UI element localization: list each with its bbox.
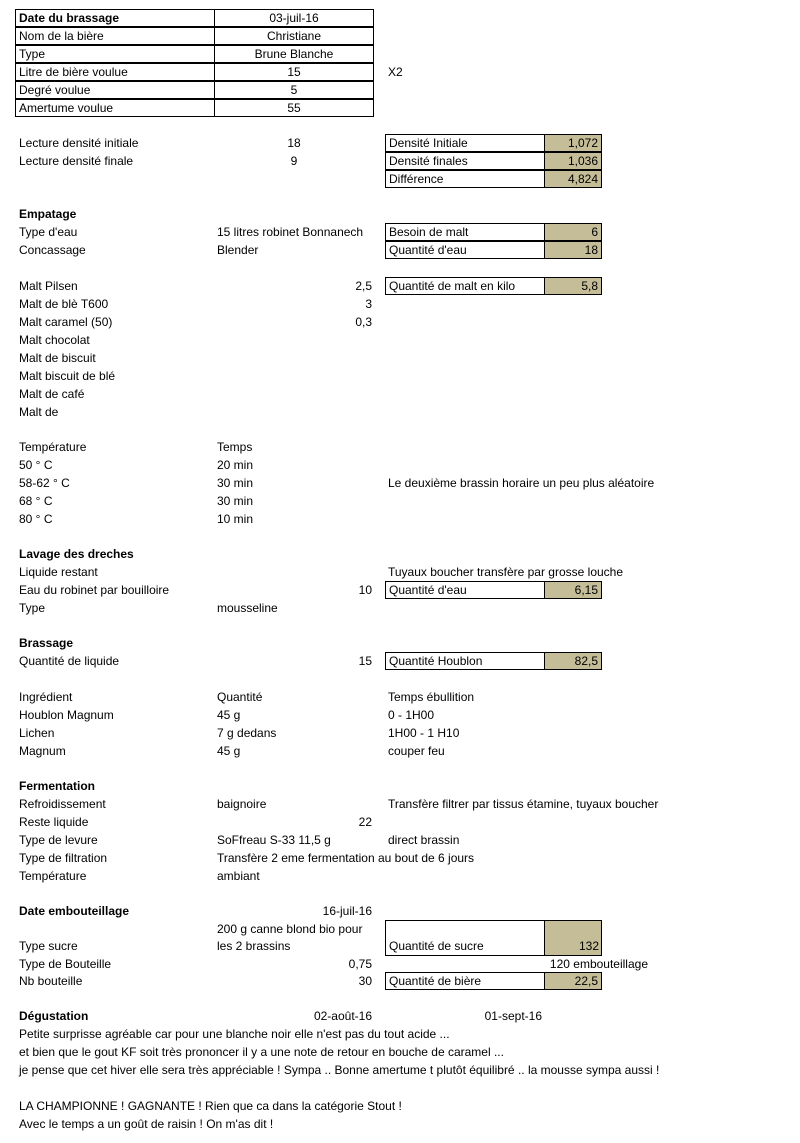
bottling-date: 16-juil-16 <box>322 904 372 918</box>
lavage-type-value: mousseline <box>217 601 278 615</box>
malt-name: Malt de <box>19 405 59 419</box>
tap-water-label: Eau du robinet par bouilloire <box>19 583 170 597</box>
info-value: 15 <box>214 63 374 81</box>
malt-name: Malt de biscuit <box>19 351 96 365</box>
temp-value: 80 ° C <box>19 512 53 526</box>
tasting-line: LA CHAMPIONNE ! GAGNANTE ! Rien que ca dans la catégorie Stout ! <box>19 1099 402 1113</box>
time-value: 10 min <box>217 512 254 526</box>
filtration-value: Transfère 2 eme fermentation au bout de 6 jours <box>217 851 475 865</box>
lavage-type-label: Type <box>19 601 46 615</box>
sugar-qty-value: 132 <box>578 939 599 953</box>
malt-name: Malt de blè T600 <box>19 297 109 311</box>
temp-value: 68 ° C <box>19 494 53 508</box>
bottling-heading: Date embouteillage <box>19 904 130 918</box>
tasting-date-2: 01-sept-16 <box>484 1009 542 1023</box>
lavage-water-qty-label: Quantité d'eau <box>385 581 545 599</box>
ingredient-boil-time: 0 - 1H00 <box>388 708 435 722</box>
malt-name: Malt caramel (50) <box>19 315 113 329</box>
info-label: Type <box>15 45 215 63</box>
sugar-note-1: 200 g canne blond bio pour <box>217 922 363 936</box>
x2-label: X2 <box>388 65 403 79</box>
density-box-value: 4,824 <box>544 170 602 188</box>
ingredient-boil-time: couper feu <box>388 744 445 758</box>
malt-name: Malt Pilsen <box>19 279 78 293</box>
water-qty-value: 18 <box>544 241 602 259</box>
density-box-value: 1,036 <box>544 152 602 170</box>
info-value: 5 <box>214 81 374 99</box>
malt-qty: 0,3 <box>355 315 372 329</box>
tasting-line: Avec le temps a un goût de raisin ! On m'as dit ! <box>19 1117 274 1131</box>
liquid-qty-value: 15 <box>358 654 372 668</box>
liquid-qty-label: Quantité de liquide <box>19 654 120 668</box>
tasting-line: et bien que le gout KF soit très prononcer il y a une note de retour en bouche de caramel ... <box>19 1045 504 1059</box>
fermentation-heading: Fermentation <box>19 779 96 793</box>
cooling-value: baignoire <box>217 797 267 811</box>
rest-liquid-label: Reste liquide <box>19 815 89 829</box>
malt-qty <box>300 349 372 367</box>
lavage-water-qty-value: 6,15 <box>544 581 602 599</box>
malt-need-label: Besoin de malt <box>385 223 545 241</box>
info-label: Litre de bière voulue <box>15 63 215 81</box>
beer-qty-label: Quantité de bière <box>385 972 545 990</box>
time-value: 30 min <box>217 494 254 508</box>
density-box-value: 1,072 <box>544 134 602 152</box>
density-initial-label: Lecture densité initiale <box>19 136 139 150</box>
ferment-temp-label: Température <box>19 869 87 883</box>
ingredient-qty: 45 g <box>217 744 241 758</box>
tasting-heading: Dégustation <box>19 1009 89 1023</box>
tasting-date-1: 02-août-16 <box>313 1009 372 1023</box>
crush-value: Blender <box>217 243 259 257</box>
malt-name: Malt de café <box>19 387 85 401</box>
malt-kilo-value: 5,8 <box>544 277 602 295</box>
tap-water-value: 10 <box>358 583 372 597</box>
malt-need-value: 6 <box>544 223 602 241</box>
time-value: 20 min <box>217 458 254 472</box>
malt-qty <box>300 367 372 385</box>
bottle-type-value: 0,75 <box>348 957 372 971</box>
lavage-heading: Lavage des dreches <box>19 547 134 561</box>
malt-name: Malt biscuit de blé <box>19 369 116 383</box>
ingredient-boil-time: 1H00 - 1 H10 <box>388 726 460 740</box>
bottle-count-value: 30 <box>358 974 372 988</box>
yeast-value: SoFfreau S-33 11,5 g <box>217 833 331 847</box>
density-box-label: Densité finales <box>385 152 545 170</box>
bottle-type-label: Type de Bouteille <box>19 957 112 971</box>
info-value: 03-juil-16 <box>214 9 374 27</box>
bottle-note: 120 embouteillage <box>549 957 648 971</box>
cooling-note: Transfère filtrer par tissus étamine, tuyaux boucher <box>388 797 659 811</box>
temp-header: Température <box>19 440 87 454</box>
water-type-label: Type d'eau <box>19 225 78 239</box>
time-header: Temps <box>217 440 253 454</box>
info-label: Amertume voulue <box>15 99 215 117</box>
temp-value: 58-62 ° C <box>19 476 70 490</box>
ingredient-name: Lichen <box>19 726 55 740</box>
liquid-rest-note: Tuyaux boucher transfère par grosse louche <box>388 565 624 579</box>
yeast-label: Type de levure <box>19 833 98 847</box>
tasting-line: je pense que cet hiver elle sera très appréciable ! Sympa .. Bonne amertume t plutôt équilibré .. la mousse sympa aussi ! <box>19 1063 660 1077</box>
ingredient-qty: 7 g dedans <box>217 726 277 740</box>
malt-name: Malt chocolat <box>19 333 90 347</box>
density-initial-value: 18 <box>287 136 301 150</box>
hop-qty-value: 82,5 <box>544 652 602 670</box>
density-box-label: Densité Initiale <box>385 134 545 152</box>
ingredient-qty: 45 g <box>217 708 241 722</box>
sugar-note-2: les 2 brassins <box>217 939 291 953</box>
time-value: 30 min <box>217 476 254 490</box>
density-box-label: Différence <box>385 170 545 188</box>
malt-qty <box>300 385 372 403</box>
cooling-label: Refroidissement <box>19 797 106 811</box>
sugar-qty-label: Quantité de sucre <box>389 939 484 953</box>
brassage-heading: Brassage <box>19 636 74 650</box>
temp-note: Le deuxième brassin horaire un peu plus aléatoire <box>388 476 655 490</box>
empatage-heading: Empatage <box>19 207 77 221</box>
info-label: Date du brassage <box>15 9 215 27</box>
info-label: Nom de la bière <box>15 27 215 45</box>
malt-qty <box>300 331 372 349</box>
crush-label: Concassage <box>19 243 86 257</box>
yeast-note: direct brassin <box>388 833 460 847</box>
beer-qty-value: 22,5 <box>544 972 602 990</box>
bottle-count-label: Nb bouteille <box>19 974 83 988</box>
temp-value: 50 ° C <box>19 458 53 472</box>
malt-qty <box>300 403 372 421</box>
sugar-type-label: Type sucre <box>19 939 78 953</box>
water-type-value: 15 litres robinet Bonnanech <box>217 225 364 239</box>
density-final-value: 9 <box>290 154 298 168</box>
quantity-header: Quantité <box>217 690 263 704</box>
info-value: Christiane <box>214 27 374 45</box>
filtration-label: Type de filtration <box>19 851 108 865</box>
malt-qty: 3 <box>365 297 372 311</box>
ingredient-header: Ingrédient <box>19 690 73 704</box>
info-value: Brune Blanche <box>214 45 374 63</box>
info-label: Degré voulue <box>15 81 215 99</box>
liquid-rest-label: Liquide restant <box>19 565 98 579</box>
rest-liquid-value: 22 <box>358 815 372 829</box>
hop-qty-label: Quantité Houblon <box>385 652 545 670</box>
density-final-label: Lecture densité finale <box>19 154 134 168</box>
ingredient-name: Magnum <box>19 744 66 758</box>
malt-kilo-label: Quantité de malt en kilo <box>385 277 545 295</box>
malt-qty: 2,5 <box>355 279 372 293</box>
ingredient-name: Houblon Magnum <box>19 708 114 722</box>
water-qty-label: Quantité d'eau <box>385 241 545 259</box>
boil-time-header: Temps ébullition <box>388 690 475 704</box>
info-value: 55 <box>214 99 374 117</box>
tasting-line: Petite surprisse agréable car pour une blanche noir elle n'est pas du tout acide ... <box>19 1027 450 1041</box>
ferment-temp-value: ambiant <box>217 869 260 883</box>
